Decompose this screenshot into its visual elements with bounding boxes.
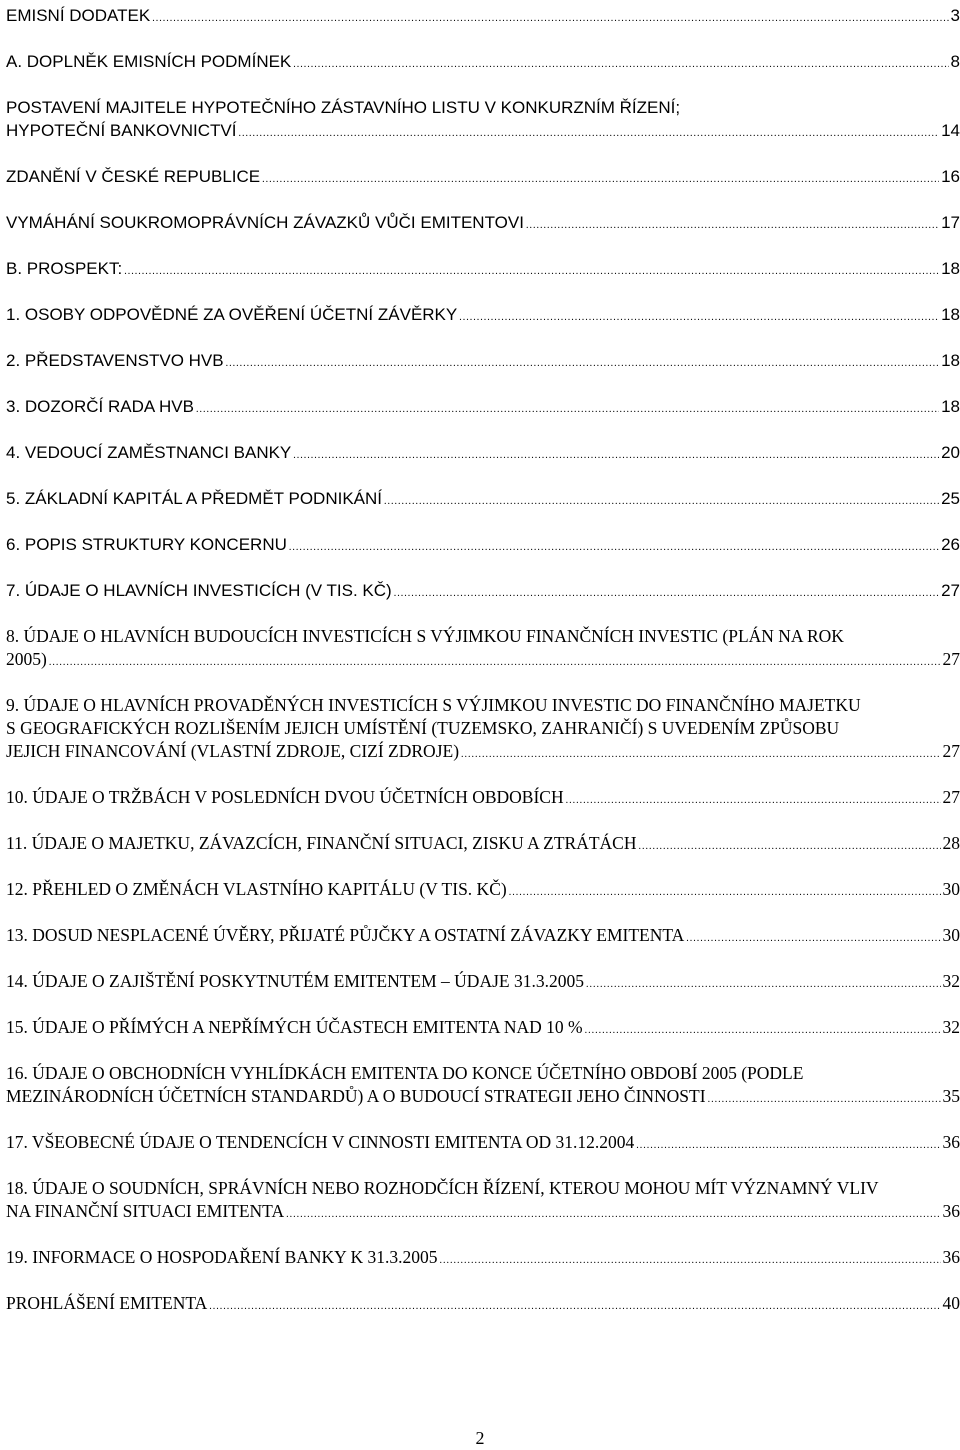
dot-leader xyxy=(459,306,939,329)
toc-entry-title-line: 18. ÚDAJE O SOUDNÍCH, SPRÁVNÍCH NEBO ROZHODČÍCH ŘÍZENÍ, KTEROU MOHOU MÍT VÝZNAMNÝ VLIV xyxy=(6,1178,879,1198)
toc-entry-page: 27 xyxy=(942,649,960,669)
toc-entry-title: 12. PŘEHLED O ZMĚNÁCH VLASTNÍHO KAPITÁLU (V TIS. KČ) xyxy=(6,879,507,899)
toc-entry-title: JEJICH FINANCOVÁNÍ (VLASTNÍ ZDROJE, CIZÍ ZDROJE) xyxy=(6,741,460,761)
toc-entry-title: A. DOPLNĚK EMISNÍCH PODMÍNEK xyxy=(6,52,292,71)
toc-entry-page: 18 xyxy=(941,259,960,278)
toc-entry-page: 36 xyxy=(942,1132,960,1152)
toc-entry-page: 36 xyxy=(942,1201,960,1221)
toc-entry-row xyxy=(6,257,960,280)
toc-entry-row xyxy=(6,1085,960,1108)
toc-entry-page: 28 xyxy=(942,833,960,853)
toc-entry-row xyxy=(6,395,960,418)
toc-entry[interactable] xyxy=(6,303,960,326)
toc-entry-row xyxy=(6,1292,960,1315)
toc-entry-row xyxy=(6,1246,960,1269)
dot-leader xyxy=(586,973,941,996)
toc-entry[interactable] xyxy=(6,625,960,671)
toc-entry[interactable] xyxy=(6,579,960,602)
toc-entry-title: 11. ÚDAJE O MAJETKU, ZÁVAZCÍCH, FINANČNÍ SITUACI, ZISKU A ZTRÁTÁCH xyxy=(6,833,637,853)
toc-entry[interactable] xyxy=(6,924,960,947)
toc-entry-page: 30 xyxy=(942,879,960,899)
toc-entry-row xyxy=(6,349,960,372)
dot-leader xyxy=(293,53,948,76)
toc-entry-row xyxy=(6,119,960,142)
toc-entry-title: 1. OSOBY ODPOVĚDNÉ ZA OVĚŘENÍ ÚČETNÍ ZÁVĚRKY xyxy=(6,305,458,324)
toc-entry-row xyxy=(6,579,960,602)
dot-leader xyxy=(384,490,939,513)
toc-entry-row xyxy=(6,4,960,27)
dot-leader xyxy=(262,168,939,191)
toc-entry-row xyxy=(6,441,960,464)
toc-entry-title: EMISNÍ DODATEK xyxy=(6,6,151,25)
dot-leader xyxy=(286,1203,940,1226)
toc-entry-title: 4. VEDOUCÍ ZAMĚSTNANCI BANKY xyxy=(6,443,292,462)
toc-entry-row xyxy=(6,50,960,73)
toc-entry-title-line: 16. ÚDAJE O OBCHODNÍCH VYHLÍDKÁCH EMITENTA DO KONCE ÚČETNÍHO OBDOBÍ 2005 (PODLE xyxy=(6,1063,804,1083)
toc-entry-title: NA FINANČNÍ SITUACI EMITENTA xyxy=(6,1201,285,1221)
toc-entry[interactable] xyxy=(6,1131,960,1154)
toc-entry-page: 18 xyxy=(941,305,960,324)
dot-leader xyxy=(526,214,939,237)
dot-leader xyxy=(461,743,940,766)
toc-entry-page: 14 xyxy=(941,121,960,140)
toc-entry[interactable] xyxy=(6,441,960,464)
toc-entry-page: 27 xyxy=(942,741,960,761)
toc-entry[interactable] xyxy=(6,395,960,418)
toc-entry-title: 7. ÚDAJE O HLAVNÍCH INVESTICÍCH (V TIS. KČ) xyxy=(6,581,392,600)
toc-entry-title: MEZINÁRODNÍCH ÚČETNÍCH STANDARDŮ) A O BUDOUCÍ STRATEGII JEHO ČINNOSTI xyxy=(6,1086,706,1106)
dot-leader xyxy=(509,881,941,904)
toc-entry-title: 15. ÚDAJE O PŘÍMÝCH A NEPŘÍMÝCH ÚČASTECH EMITENTA NAD 10 % xyxy=(6,1017,583,1037)
toc-entry-title: 2005) xyxy=(6,649,47,669)
toc-entry-title-line: 8. ÚDAJE O HLAVNÍCH BUDOUCÍCH INVESTICÍCH S VÝJIMKOU FINANČNÍCH INVESTIC (PLÁN NA ROK xyxy=(6,626,844,646)
dot-leader xyxy=(49,651,941,674)
toc-entry[interactable] xyxy=(6,257,960,280)
toc-entry-title: HYPOTEČNÍ BANKOVNICTVÍ xyxy=(6,121,237,140)
dot-leader xyxy=(639,835,941,858)
dot-leader xyxy=(209,1295,940,1318)
toc-entry-page: 35 xyxy=(942,1086,960,1106)
toc-entry-row xyxy=(6,832,960,855)
toc-entry-title: 6. POPIS STRUKTURY KONCERNU xyxy=(6,535,287,554)
toc-entry[interactable] xyxy=(6,50,960,73)
toc-entry-title: VYMÁHÁNÍ SOUKROMOPRÁVNÍCH ZÁVAZKŮ VŮČI EMITENTOVI xyxy=(6,213,524,232)
toc-entry-page: 18 xyxy=(941,397,960,416)
toc-entry-row xyxy=(6,786,960,809)
toc-entry[interactable] xyxy=(6,349,960,372)
toc-entry-title: 19. INFORMACE O HOSPODAŘENÍ BANKY K 31.3.2005 xyxy=(6,1247,438,1267)
dot-leader xyxy=(238,122,939,145)
dot-leader xyxy=(293,444,939,467)
toc-entry-page: 3 xyxy=(950,6,960,25)
toc-entry-row xyxy=(6,924,960,947)
toc-entry[interactable] xyxy=(6,487,960,510)
dot-leader xyxy=(585,1019,941,1042)
toc-entry[interactable] xyxy=(6,970,960,993)
dot-leader xyxy=(708,1088,941,1111)
toc-entry-title: 13. DOSUD NESPLACENÉ ÚVĚRY, PŘIJATÉ PŮJČKY A OSTATNÍ ZÁVAZKY EMITENTA xyxy=(6,925,685,945)
toc-entry-page: 20 xyxy=(941,443,960,462)
toc-entry-page: 17 xyxy=(941,213,960,232)
toc-entry-page: 36 xyxy=(942,1247,960,1267)
toc-entry-page: 30 xyxy=(942,925,960,945)
toc-entry-row xyxy=(6,1200,960,1223)
toc-entry-page: 25 xyxy=(941,489,960,508)
toc-entry-row xyxy=(6,165,960,188)
toc-entry-title-line: POSTAVENÍ MAJITELE HYPOTEČNÍHO ZÁSTAVNÍHO LISTU V KONKURZNÍM ŘÍZENÍ; xyxy=(6,98,681,117)
toc-entry[interactable] xyxy=(6,4,960,27)
dot-leader xyxy=(124,260,939,283)
toc-entry[interactable] xyxy=(6,786,960,809)
toc-entry-page: 27 xyxy=(941,581,960,600)
toc-entry-row xyxy=(6,303,960,326)
toc-entry-page: 18 xyxy=(941,351,960,370)
toc-entry-title: ZDANĚNÍ V ČESKÉ REPUBLICE xyxy=(6,167,261,186)
toc-entry-page: 8 xyxy=(950,52,960,71)
dot-leader xyxy=(440,1249,941,1272)
toc-entry[interactable] xyxy=(6,832,960,855)
toc-entry-title: 2. PŘEDSTAVENSTVO HVB xyxy=(6,351,224,370)
dot-leader xyxy=(636,1134,940,1157)
toc-entry[interactable] xyxy=(6,694,960,763)
toc-entry[interactable] xyxy=(6,211,960,234)
toc-entry[interactable] xyxy=(6,1246,960,1269)
toc-entry-row xyxy=(6,740,960,763)
toc-entry[interactable] xyxy=(6,165,960,188)
toc-entry-title-line: S GEOGRAFICKÝCH ROZLIŠENÍM JEJICH UMÍSTĚNÍ (TUZEMSKO, ZAHRANIČÍ) S UVEDENÍM ZPŮSOBU xyxy=(6,718,840,738)
toc-entry-row xyxy=(6,970,960,993)
toc-entry-page: 27 xyxy=(942,787,960,807)
toc-entry-page: 32 xyxy=(942,1017,960,1037)
toc-entry-row xyxy=(6,533,960,556)
page-number: 2 xyxy=(475,1428,485,1448)
toc-entry-title: 10. ÚDAJE O TRŽBÁCH V POSLEDNÍCH DVOU ÚČETNÍCH OBDOBÍCH xyxy=(6,787,564,807)
toc-entry-row xyxy=(6,211,960,234)
dot-leader xyxy=(686,927,940,950)
toc-entry-page: 32 xyxy=(942,971,960,991)
dot-leader xyxy=(226,352,939,375)
toc-entry-row xyxy=(6,487,960,510)
toc-entry-title: PROHLÁŠENÍ EMITENTA xyxy=(6,1293,208,1313)
toc-entry[interactable] xyxy=(6,1177,960,1223)
toc-entry-title: 5. ZÁKLADNÍ KAPITÁL A PŘEDMĚT PODNIKÁNÍ xyxy=(6,489,383,508)
toc-entry-row xyxy=(6,648,960,671)
toc-entry-title-line: 9. ÚDAJE O HLAVNÍCH PROVADĚNÝCH INVESTICÍCH S VÝJIMKOU INVESTIC DO FINANČNÍHO MAJETKU xyxy=(6,695,861,715)
toc-entry[interactable] xyxy=(6,878,960,901)
dot-leader xyxy=(394,582,939,605)
toc-entry-title: 3. DOZORČÍ RADA HVB xyxy=(6,397,194,416)
toc-entry[interactable] xyxy=(6,1292,960,1315)
dot-leader xyxy=(289,536,939,559)
toc-entry-row xyxy=(6,878,960,901)
toc-entry-row xyxy=(6,1016,960,1039)
toc-entry[interactable] xyxy=(6,96,960,142)
toc-entry-title: 17. VŠEOBECNÉ ÚDAJE O TENDENCÍCH V CINNOSTI EMITENTA OD 31.12.2004 xyxy=(6,1132,635,1152)
toc-entry-row xyxy=(6,1131,960,1154)
toc-entry-title: B. PROSPEKT: xyxy=(6,259,123,278)
toc-entry[interactable] xyxy=(6,1016,960,1039)
toc-entry[interactable] xyxy=(6,533,960,556)
dot-leader xyxy=(196,398,939,421)
toc-entry-page: 26 xyxy=(941,535,960,554)
toc-entry-page: 40 xyxy=(942,1293,960,1313)
toc-entry-page: 16 xyxy=(941,167,960,186)
dot-leader xyxy=(566,789,941,812)
dot-leader xyxy=(152,7,948,30)
toc-entry-title: 14. ÚDAJE O ZAJIŠTĚNÍ POSKYTNUTÉM EMITENTEM – ÚDAJE 31.3.2005 xyxy=(6,971,584,991)
toc-entry[interactable] xyxy=(6,1062,960,1108)
